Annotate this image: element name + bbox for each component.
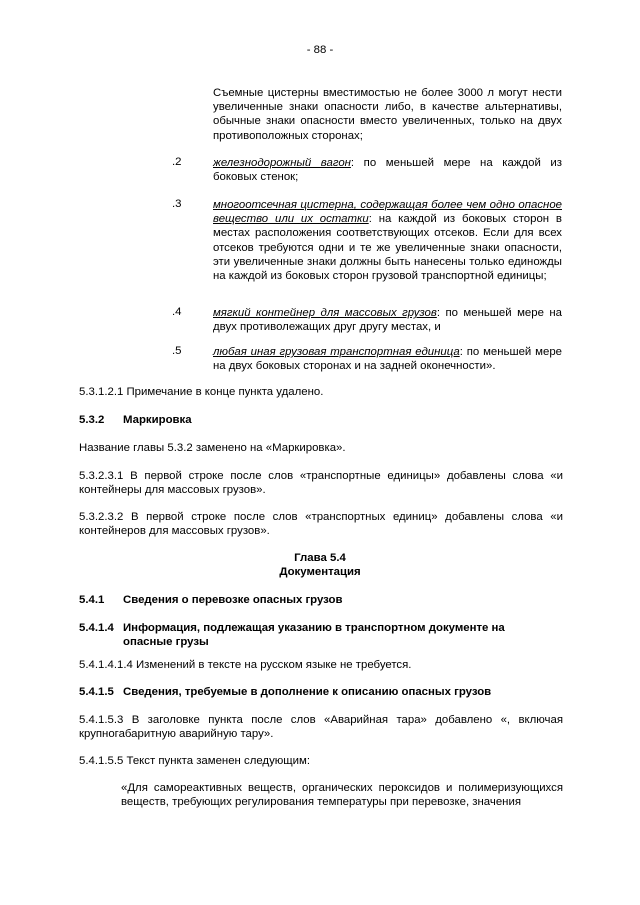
quote-paragraph: «Для самореактивных веществ, органических пероксидов и полимеризующихся веществ, требующих регулирования температуры при перевозке, значения <box>121 782 563 809</box>
item-term: многоотсечная цистерна, содержащая более чем одно опасное вещество или их остатки <box>213 199 562 226</box>
item-number: .3 <box>172 198 182 210</box>
item-text <box>213 198 562 283</box>
item-description: : по меньшей мере на каждой из боковых стенок; <box>213 157 562 184</box>
section-number: 5.4.1 <box>79 594 105 606</box>
section-title: Информация, подлежащая указанию в транспортном документе на опасные грузы <box>123 622 505 649</box>
paragraph: 5.4.1.4.1.4 Изменений в тексте на русском языке не требуется. <box>79 659 412 671</box>
paragraph: 5.4.1.5.3 В заголовке пункта после слов «Аварийная тара» добавлено «, включая крупногабаритную аварийную тару». <box>79 714 563 741</box>
intro-paragraph: Съемные цистерны вместимостью не более 3000 л могут нести увеличенные знаки опасности либо, в качестве альтернативы, обычные знаки опасности вместо увеличенных, только на двух противоположных сторонах; <box>213 87 562 142</box>
item-text <box>213 156 562 184</box>
item-description: : по меньшей мере на двух противолежащих друг другу местах, и <box>213 307 562 334</box>
section-number: 5.4.1.4 <box>79 622 114 634</box>
item-text <box>213 345 562 373</box>
item-number: .2 <box>172 156 182 168</box>
item-number: .4 <box>172 306 182 318</box>
paragraph: 5.3.2.3.2 В первой строке после слов «транспортных единиц» добавлены слова «и контейнеров для массовых грузов». <box>79 511 563 538</box>
item-description: : на каждой из боковых сторон в местах расположения соответствующих отсеков. Если для всех отсеков требуются одни и те же увеличенные знаки опасности, эти увеличенные знаки должны быть нанесены только единожды на каждой из боковых сторон грузовой транспортной единицы; <box>213 213 562 283</box>
page-number: - 88 - <box>306 44 334 56</box>
chapter-label: Глава 5.4 <box>294 552 346 564</box>
item-term: любая иная грузовая транспортная единица <box>213 346 460 358</box>
section-number: 5.3.2 <box>79 414 105 426</box>
item-term: железнодорожный вагон <box>213 157 351 169</box>
paragraph: 5.4.1.5.5 Текст пункта заменен следующим: <box>79 755 311 767</box>
section-title: Сведения, требуемые в дополнение к описанию опасных грузов <box>123 686 492 698</box>
paragraph: Название главы 5.3.2 заменено на «Маркировка». <box>79 442 346 454</box>
item-text <box>213 306 562 334</box>
item-number: .5 <box>172 345 182 357</box>
note-paragraph: 5.3.1.2.1 Примечание в конце пункта удалено. <box>79 386 324 398</box>
section-title: Сведения о перевозке опасных грузов <box>123 594 343 606</box>
chapter-title: Документация <box>279 566 361 578</box>
item-term: мягкий контейнер для массовых грузов <box>213 307 437 319</box>
paragraph: 5.3.2.3.1 В первой строке после слов «транспортные единицы» добавлены слова «и контейнеры для массовых грузов». <box>79 470 563 497</box>
section-title: Маркировка <box>123 414 192 426</box>
item-description: : по меньшей мере на двух боковых сторонах и на задней оконечности». <box>213 346 562 373</box>
section-number: 5.4.1.5 <box>79 686 114 698</box>
